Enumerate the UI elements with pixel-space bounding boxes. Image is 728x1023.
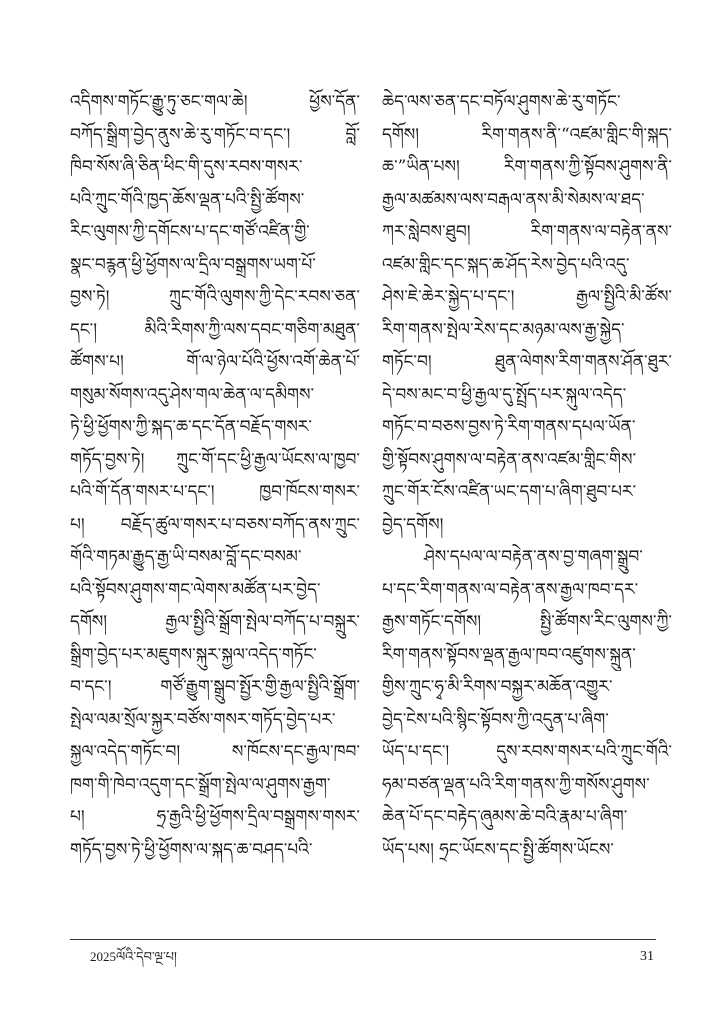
text-line: བྱས་ཏེ། ཀྲུང་གོའི་ལུགས་ཀྱི་དེང་རབས་ཅན་ xyxy=(70,287,360,307)
text-line: རིག་གནས་སྟོབས་ལྡན་རྒྱལ་ཁབ་འཛུགས་སྐྲུན་ xyxy=(382,644,636,665)
text-line: སྐྱལ་འདེད་གཏོང་བ། ས་ཁོངས་དང་རྒྱལ་ཁབ་ xyxy=(70,742,360,762)
text-line: པ། ཧྲ་རྒྱའི་ཕྱི་ཕྱོགས་དྲིལ་བསྒྲགས་གསར་ xyxy=(70,807,360,827)
text-line: རྒྱལ་མཚམས་ལས་བརྒལ་ནས་མི་སེམས་ལ་ཐད་ xyxy=(382,189,645,210)
right-column xyxy=(382,86,672,866)
text-line: པའི་ཀྲུང་གོའི་ཁྱད་ཆོས་ལྡན་པའི་སྤྱི་ཚོགས་ xyxy=(70,189,305,210)
text-line: འདིགས་གཏོང་རྒྱུ་ཏུ་ཅང་གལ་ཆེ། ཕྱོས་དོན་ xyxy=(70,92,360,112)
text-line: ཤེས་ཇེ་ཆེར་སྐྱེད་པ་དང་། རྒྱལ་སྤྱིའི་མི་ཚོས་ xyxy=(382,287,672,307)
text-line: གཏོད་བྱས་ཏེ། ཀྲུང་གོ་དང་ཕྱི་རྒྱལ་ཡོངས་ལ་ཁྱབ་ xyxy=(70,449,360,470)
text-line: དགོས། རྒྱལ་སྤྱིའི་སྒྲོག་སྤེལ་བཀོད་པ་བསྐྲུར་ xyxy=(70,612,360,632)
text-line: སྒྲིག་བྱེད་པར་མཇུགས་སྐུར་སྐྱལ་འདེད་གཏོང་ xyxy=(70,644,317,665)
text-line: རྒྱས་གཏོང་དགོས། སྤྱི་ཚོགས་རིང་ལུགས་ཀྱི་ xyxy=(382,612,672,632)
text-line: བ་དང་། གཙོ་རྒྱུག་སྒྲུབ་སྤྱོར་གྱི་རྒྱལ་སྤྱིའི་སྒྲོག་ xyxy=(70,677,360,697)
text-line: དང་། མིའི་རིགས་ཀྱི་ལས་དབང་གཅིག་མཐུན་ xyxy=(70,319,360,340)
text-line: གཏོང་བ། ཐུན་ལེགས་རིག་གནས་ཤོན་ཐུར་ xyxy=(382,352,672,372)
text-line: ཚོགས་པ། གོ་ལ་ཉེལ་པོའི་ཕྱོས་འགོ་ཆེན་པོ་ xyxy=(70,352,360,372)
text-line: གྱི་སྟོབས་ཤུགས་ལ་བརྟེན་ནས་འཛམ་གླིང་གིས་ xyxy=(382,449,637,470)
text-line: པ། བརྗོད་ཚུལ་གསར་པ་བཅས་བཀོད་ནས་ཀྲུང་ xyxy=(70,514,360,535)
text-line: ཁིབ་སོས་ཞི་ཅིན་ཕིང་གི་དུས་རབས་གསར་ xyxy=(70,157,303,177)
text-line: གཏོང་བ་བཅས་བྱས་ཏེ་རིག་གནས་དཔལ་ཡོན་ xyxy=(382,417,636,437)
text-line: པའི་གོ་དོན་གསར་པ་དང་། ཁྱབ་ཁོངས་གསར་ xyxy=(70,482,360,502)
text-line: གསུམ་སོགས་འདུ་ཤེས་གལ་ཆེན་ལ་དམིགས་ xyxy=(70,384,315,405)
text-line: བཀོད་སྒྲིག་བྱེད་ནུས་ཆེ་རུ་གཏོང་བ་དང་། བློ་ xyxy=(70,124,360,145)
text-line: དེ་བས་མང་བ་ཕྱི་རྒྱལ་དུ་སྤྲོད་པར་སྐུལ་འདེད་ xyxy=(382,384,627,405)
text-line: ཧམ་བཙན་ལྡན་པའི་རིག་གནས་ཀྱི་གསོས་ཤུགས་ xyxy=(382,774,650,795)
text-line: སྣང་བརྙན་ཕྱི་ཕྱོགས་ལ་དྲིལ་བསྒྲགས་ཡག་པོ་ xyxy=(70,254,316,275)
page-number: 31 xyxy=(640,949,654,964)
text-line: ཡོད་པ་དང་། དུས་རབས་གསར་པའི་ཀྲུང་གོའི་ xyxy=(382,742,672,762)
text-line: ཆ་”ཡིན་པས། རིག་གནས་ཀྱི་སྟོབས་ཤུགས་ནི་ xyxy=(382,157,672,177)
text-line: རིག་གནས་སྤེལ་རེས་དང་མཉམ་ལས་རྒྱ་སྐྱེད་ xyxy=(382,319,625,340)
left-column xyxy=(70,86,360,866)
issue-label: 2025ལོའི་དེབ་ལྔ་པ། xyxy=(90,949,177,964)
text-line: ཆེད་ལས་ཅན་དང་བཏོལ་ཤུགས་ཆེ་རུ་གཏོང་ xyxy=(382,92,621,112)
text-line: གོའི་གཏམ་རྒྱུད་རྒྱ་ཡི་བསམ་བློ་དང་བསམ་ xyxy=(70,547,302,567)
text-line: རིང་ལུགས་ཀྱི་དགོངས་པ་དང་གཙོ་འཛིན་གྱི་ xyxy=(70,222,310,242)
text-line: ཀྲུང་གོར་ངོས་འཛིན་ཡང་དག་པ་ཞིག་ཐུབ་པར་ xyxy=(382,482,637,502)
text-line: ཤེས་དཔལ་ལ་བརྟེན་ནས་བྱ་གཞག་སྒྲུབ་ xyxy=(424,547,643,567)
text-line: གྱིས་ཀྲུང་ཧྭ་མི་རིགས་བསྐྱར་མཆོན་འགྱུར་ xyxy=(382,677,613,697)
text-line: ཀར་སླེབས་ཐུབ། རིག་གནས་ལ་བརྟེན་ནས་ xyxy=(382,222,672,242)
text-line: བྱེད་ངེས་པའི་སྙིང་སྟོབས་ཀྱི་འདུན་པ་ཞིག་ xyxy=(382,709,609,730)
footer-rule xyxy=(70,939,656,940)
text-line: གཏོད་བྱས་ཏེ་ཕྱི་ཕྱོགས་ལ་སྐད་ཆ་བཤད་པའི་ xyxy=(70,839,313,860)
text-line: པའི་སྟོབས་ཤུགས་གང་ལེགས་མཚོན་པར་བྱེད་ xyxy=(70,579,321,600)
text-line: ཆེན་པོ་དང་བརྟེད་ཞུམས་ཆེ་བའི་རྣམ་པ་ཞིག་ xyxy=(382,807,628,827)
text-line: འཛམ་གླིང་དང་སྐད་ཆ་ཤོད་རེས་བྱེད་པའི་འདུ་ xyxy=(382,254,630,275)
text-line: བྱེད་དགོས། xyxy=(382,514,444,535)
text-line: སྤེལ་ལམ་སྲོལ་སྐྱར་བཙོས་གསར་གཏོད་བྱེད་པར་ xyxy=(70,709,336,730)
text-line: དགོས། རིག་གནས་ནི་“འཛམ་གླིང་གི་སྐད་ xyxy=(382,124,672,145)
text-line: པ་དང་རིག་གནས་ལ་བརྟེན་ནས་རྒྱལ་ཁབ་དར་ xyxy=(382,579,639,600)
text-line: ཏེ་ཕྱི་ཕྱོགས་ཀྱི་སྐད་ཆ་དང་དོན་བརྗོད་གསར་ xyxy=(70,417,312,437)
text-line: ཡོད་པས། ཧྲང་ཡོངས་དང་སྤྱི་ཚོགས་ཡོངས་ xyxy=(382,839,614,860)
text-line: ཁག་གི་ཁེབ་འདུག་དང་སྒྲོག་སྤེལ་ལ་ཤུགས་རྒྱག་ xyxy=(70,774,331,795)
